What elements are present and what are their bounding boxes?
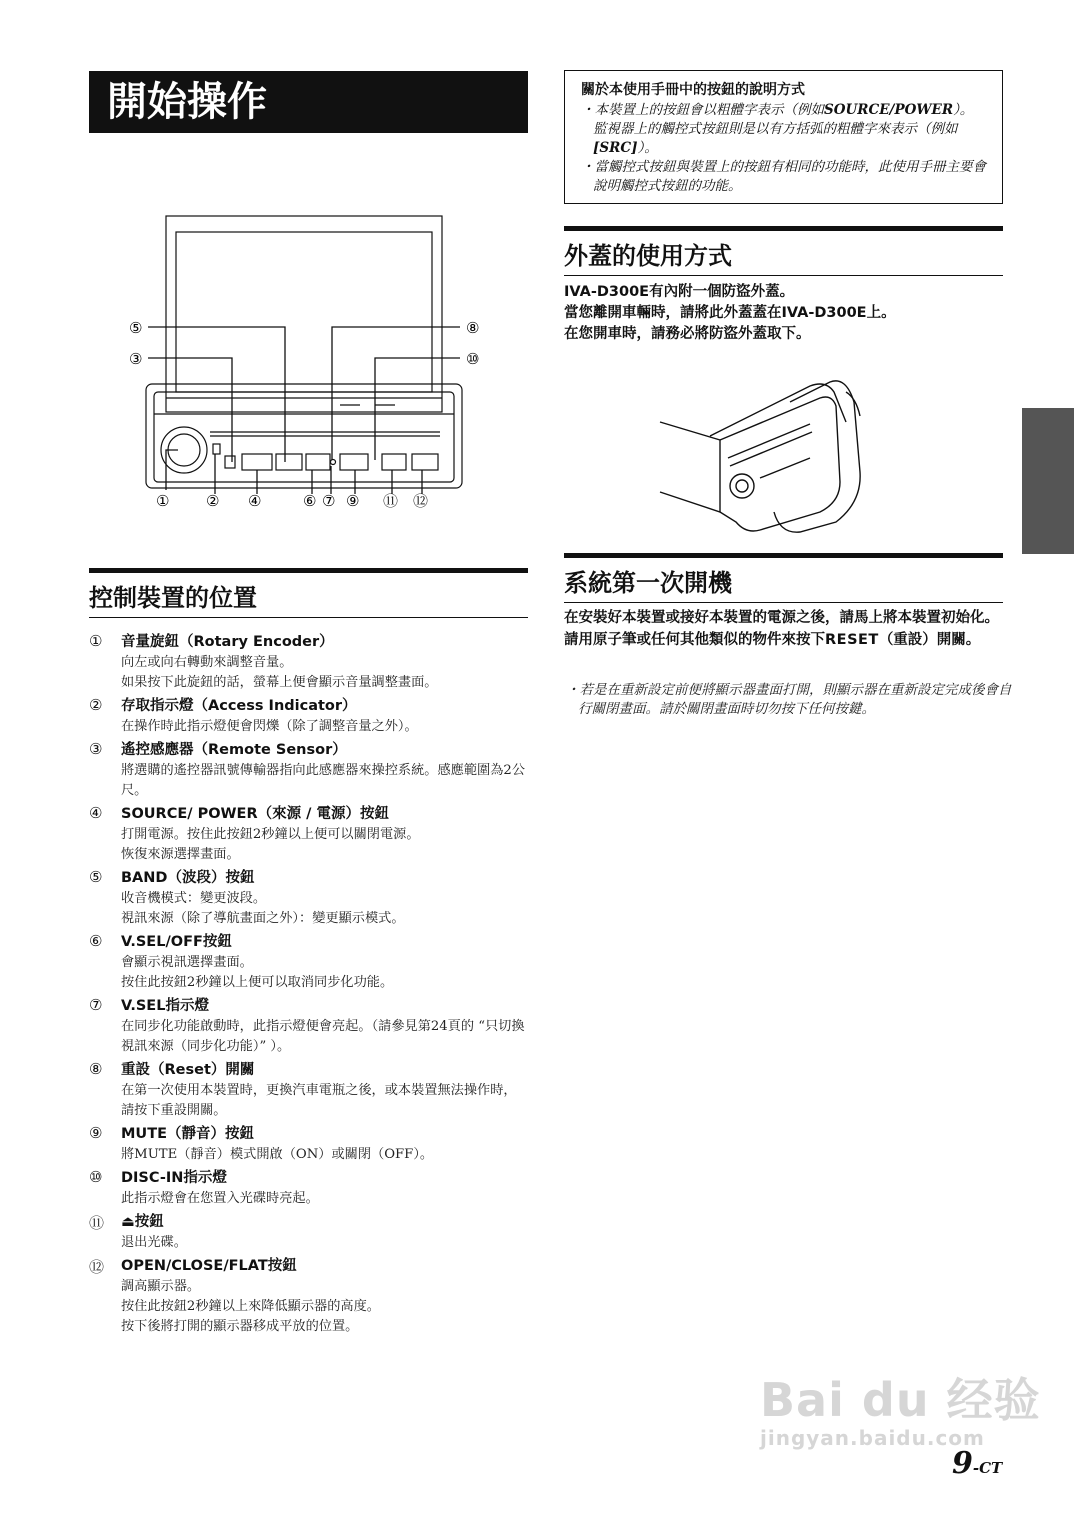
item-desc: 將選購的遙控器訊號傳輸器指向此感應器來操控系統。感應範圍為2公尺。 xyxy=(121,763,526,798)
section-bar xyxy=(564,226,1003,231)
callout-1: ① xyxy=(156,492,170,510)
note-item: ・當觸控式按鈕與裝置上的按鈕有相同的功能時，此使用手冊主要會說明觸控式按鈕的功能。 xyxy=(581,159,986,194)
list-item xyxy=(89,696,529,737)
callout-6: ⑥ xyxy=(303,492,317,510)
item-title: DISC-IN指示燈 xyxy=(121,1170,227,1186)
callout-7: ⑦ xyxy=(322,492,336,510)
item-desc: 在第一次使用本裝置時，更換汽車電瓶之後，或本裝置無法操作時，請按下重設開關。 xyxy=(121,1083,517,1118)
item-number: ⑩ xyxy=(89,1168,103,1186)
item-desc: 在操作時此指示燈便會閃爍（除了調整音量之外）。 xyxy=(121,719,418,734)
item-title: V.SEL指示燈 xyxy=(121,998,209,1014)
item-desc: 恢復來源選擇畫面。 xyxy=(121,847,240,862)
item-title: SOURCE/ POWER（來源 / 電源）按鈕 xyxy=(121,806,390,822)
item-title: 存取指示燈（Access Indicator） xyxy=(121,698,357,714)
page-number: 9-CT xyxy=(952,1446,1003,1481)
list-item xyxy=(89,996,529,1057)
callout-8: ⑧ xyxy=(466,319,480,337)
cover-section-heading: 外蓋的使用方式 xyxy=(564,236,1003,276)
item-number: ⑥ xyxy=(89,932,103,950)
item-title: ⏏按鈕 xyxy=(121,1214,164,1230)
item-number: ⑧ xyxy=(89,1060,103,1078)
item-desc: 會顯示視訊選擇畫面。 xyxy=(121,955,253,970)
item-desc: 按住此按鈕2秒鐘以上便可以取消同步化功能。 xyxy=(121,975,394,990)
item-title: 遙控感應器（Remote Sensor） xyxy=(121,742,347,758)
baidu-watermark xyxy=(760,1364,1041,1450)
page-title: 開始操作 xyxy=(89,71,528,133)
item-number: ① xyxy=(89,632,103,650)
device-front-diagram xyxy=(120,210,500,515)
item-title: 音量旋鈕（Rotary Encoder） xyxy=(121,634,334,650)
item-title: OPEN/CLOSE/FLAT按鈕 xyxy=(121,1258,297,1274)
section-bar xyxy=(564,553,1003,558)
note-title: 關於本使用手冊中的按鈕的說明方式 xyxy=(581,82,805,98)
controls-list xyxy=(89,632,529,1340)
item-number: ⑦ xyxy=(89,996,103,1014)
item-number: ⑪ xyxy=(89,1214,105,1232)
list-item xyxy=(89,632,529,693)
item-number: ⑨ xyxy=(89,1124,103,1142)
callout-10: ⑩ xyxy=(466,350,480,368)
cover-section-body xyxy=(564,282,1003,345)
cover-line: IVA-D300E有內附一個防盜外蓋。 xyxy=(564,284,795,300)
item-desc: 打開電源。按住此按鈕2秒鐘以上便可以關閉電源。 xyxy=(121,827,420,842)
item-desc: 視訊來源（除了導航畫面之外）：變更顯示模式。 xyxy=(121,911,405,926)
item-title: MUTE（靜音）按鈕 xyxy=(121,1126,254,1142)
item-number: ④ xyxy=(89,804,103,822)
item-desc: 在同步化功能啟動時，此指示燈便會亮起。（請參見第24頁的 “只切換視訊來源（同步化功能）” ）。 xyxy=(121,1019,525,1054)
button-notation-note xyxy=(564,70,1003,204)
item-desc: 按住此按鈕2秒鐘以上來降低顯示器的高度。 xyxy=(121,1299,380,1314)
item-title: BAND（波段）按鈕 xyxy=(121,870,255,886)
item-desc: 此指示燈會在您置入光碟時亮起。 xyxy=(121,1191,319,1206)
cover-line: 在您開車時，請務必將防盜外蓋取下。 xyxy=(564,326,811,342)
callout-12: ⑫ xyxy=(413,492,429,510)
list-item xyxy=(89,804,529,865)
note-item: ・本裝置上的按鈕會以粗體字表示（例如SOURCE/POWER）。 xyxy=(581,102,974,118)
item-desc: 如果按下此旋鈕的話，螢幕上便會顯示音量調整畫面。 xyxy=(121,675,438,690)
item-desc: 調高顯示器。 xyxy=(121,1279,201,1294)
item-title: 重設（Reset）開關 xyxy=(121,1062,255,1078)
callout-3: ③ xyxy=(129,350,143,368)
section-bar xyxy=(89,568,528,573)
list-item xyxy=(89,1168,529,1209)
first-power-body: 在安裝好本裝置或接好本裝置的電源之後，請馬上將本裝置初始化。請用原子筆或任何其他類似的物件來按下RESET（重設）開關。 xyxy=(564,610,999,648)
list-item xyxy=(89,932,529,993)
callout-5: ⑤ xyxy=(129,319,143,337)
item-desc: 收音機模式：變更波段。 xyxy=(121,891,267,906)
item-number: ③ xyxy=(89,740,103,758)
watermark-url: jingyan.baidu.com xyxy=(760,1426,985,1450)
item-desc: 按下後將打開的顯示器移成平放的位置。 xyxy=(121,1319,359,1334)
callout-11: ⑪ xyxy=(383,492,399,510)
chapter-tab xyxy=(1022,408,1074,554)
item-desc: 退出光碟。 xyxy=(121,1235,187,1250)
note-item: 監視器上的觸控式按鈕則是以有方括弧的粗體字來表示（例如[SRC]）。 xyxy=(593,121,958,156)
list-item xyxy=(89,868,529,929)
callout-2: ② xyxy=(206,492,220,510)
cover-line: 當您離開車輛時，請將此外蓋蓋在IVA-D300E上。 xyxy=(564,305,896,321)
cover-illustration xyxy=(650,362,870,540)
first-power-note: ・若是在重新設定前便將顯示器畫面打開，則顯示器在重新設定完成後會自行關閉畫面。請於關閉畫面時切勿按下任何按鍵。 xyxy=(566,682,1012,717)
list-item xyxy=(89,1060,529,1121)
list-item xyxy=(89,740,529,801)
list-item xyxy=(89,1256,529,1337)
item-number: ⑤ xyxy=(89,868,103,886)
item-desc: 將MUTE（靜音）模式開啟（ON）或關閉（OFF）。 xyxy=(121,1147,434,1162)
list-item xyxy=(89,1124,529,1165)
list-item xyxy=(89,1212,529,1253)
item-title: V.SEL/OFF按鈕 xyxy=(121,934,232,950)
item-number: ② xyxy=(89,696,103,714)
watermark-logo-text: Bai du 经验 xyxy=(760,1373,1041,1427)
callout-4: ④ xyxy=(248,492,262,510)
callout-9: ⑨ xyxy=(346,492,360,510)
item-number: ⑫ xyxy=(89,1258,105,1276)
item-desc: 向左或向右轉動來調整音量。 xyxy=(121,655,293,670)
controls-section-heading: 控制裝置的位置 xyxy=(89,578,528,618)
first-power-heading: 系統第一次開機 xyxy=(564,563,1003,603)
